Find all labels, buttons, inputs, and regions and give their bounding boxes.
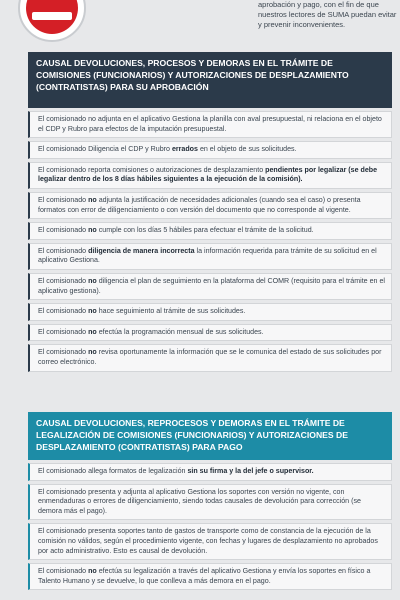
item-text: El comisionado xyxy=(38,246,89,255)
list-item xyxy=(28,523,392,560)
top-area xyxy=(0,0,400,48)
list-item xyxy=(28,324,392,342)
section-legalizacion xyxy=(28,412,392,590)
item-text: revisa oportunamente la información que se le comunica del estado de sus solicitudes por correo electrónico. xyxy=(38,348,382,366)
item-text: El comisionado xyxy=(38,226,89,235)
section-items xyxy=(28,463,392,590)
item-text: El comisionado presenta soportes tanto de gastos de transporte como de constancia de la ejecución de la comisión no válidos, según el procedimiento vigente, con fechas y lugares de desplazamiento no aprobados por acto administrativo. Esto es causal de devolución. xyxy=(38,527,378,555)
item-text: El comisionado xyxy=(38,276,89,285)
item-text: en el objeto de sus solicitudes. xyxy=(197,145,297,154)
list-item xyxy=(28,243,392,270)
emphasis-text: no xyxy=(88,307,97,316)
list-item xyxy=(28,141,392,159)
item-text: El comisionado presenta y adjunta al aplicativo Gestiona los soportes con versión no vigente, con enmendaduras o errores de diligenciamiento, siendo todas causales de devolución para corrección (se demora más el pago). xyxy=(38,487,361,515)
list-item xyxy=(28,192,392,219)
item-text: El comisionado xyxy=(38,567,89,576)
emphasis-text: no xyxy=(88,276,97,285)
item-text: El comisionado xyxy=(38,307,89,316)
emphasis-text: no xyxy=(88,226,97,235)
list-item xyxy=(28,463,392,481)
list-item xyxy=(28,273,392,300)
list-item xyxy=(28,344,392,371)
section-aprobacion xyxy=(28,52,392,372)
item-text: El comisionado no adjunta en el aplicativo Gestiona la planilla con aval presupuestal, ni relaciona en el objeto el CDP y Rubro para efectos de la imputación presupuestal. xyxy=(38,115,382,133)
list-item xyxy=(28,222,392,240)
logo-white-bar xyxy=(32,12,72,20)
item-text: efectúa su legalización a través del aplicativo Gestiona y envía los soportes en físico a Talento Humano y se devuelve, lo que conlleva a más demora en el pago. xyxy=(38,567,371,585)
list-item xyxy=(28,484,392,521)
item-text: cumple con los días 5 hábiles para efectuar el trámite de la solicitud. xyxy=(96,226,314,235)
item-text: El comisionado reporta comisiones o autorizaciones de desplazamiento xyxy=(38,165,266,174)
emphasis-text: no xyxy=(88,348,97,357)
intro-text: aprobación y pago, con el fin de que nuestros lectores de SUMA puedan evitar y prevenir inconvenientes. xyxy=(258,0,397,29)
emphasis-text: sin su firma y la del jefe o supervisor. xyxy=(187,467,314,475)
emphasis-text: errados xyxy=(171,145,198,154)
section-title: CAUSAL DEVOLUCIONES, REPROCESOS Y DEMORAS EN EL TRÁMITE DE LEGALIZACIÓN DE COMISIONES (FUNCIONARIOS) Y AUTORIZACIONES DE DESPLAZAMIENTO (CONTRATISTAS) PARA PAGO xyxy=(28,412,392,460)
section-items xyxy=(28,111,392,372)
item-text: El comisionado xyxy=(38,327,89,336)
list-item xyxy=(28,111,392,138)
emphasis-text: no xyxy=(88,567,97,576)
item-text: El comisionado allega formatos de legalización xyxy=(38,467,188,475)
suma-logo-icon xyxy=(18,0,86,42)
item-text: efectúa la programación mensual de sus solicitudes. xyxy=(96,327,264,336)
list-item xyxy=(28,563,392,590)
emphasis-text: no xyxy=(88,327,97,336)
list-item xyxy=(28,162,392,189)
emphasis-text: diligencia de manera incorrecta xyxy=(88,246,195,255)
list-item xyxy=(28,303,392,321)
item-text: adjunta la justificación de necesidades adicionales (cuando sea el caso) o presenta formatos con error de diligenciamiento o con versión del documento que no corresponde al vigente. xyxy=(38,195,361,214)
item-text: la información requerida para trámite de su solicitud en el aplicativo Gestiona. xyxy=(38,246,377,265)
emphasis-text: no xyxy=(88,195,97,204)
section-title: CAUSAL DEVOLUCIONES, PROCESOS Y DEMORAS EN EL TRÁMITE DE COMISIONES (FUNCIONARIOS) Y AUTORIZACIONES DE DESPLAZAMIENTO (CONTRATISTAS) PARA SU APROBACIÓN xyxy=(28,52,392,108)
emphasis-text: pendientes por legalizar (se debe legalizar dentro de los 8 días hábiles siguientes a la ejecución de la comisión). xyxy=(38,165,378,184)
item-text: El comisionado Diligencia el CDP y Rubro xyxy=(38,145,172,154)
item-text: El comisionado xyxy=(38,195,89,204)
item-text: diligencia el plan de seguimiento en la plataforma del COMR (requisito para el trámite en el aplicativo gestiona). xyxy=(38,276,385,295)
item-text: El comisionado xyxy=(38,348,89,357)
item-text: hace seguimiento al trámite de sus solicitudes. xyxy=(96,307,246,316)
